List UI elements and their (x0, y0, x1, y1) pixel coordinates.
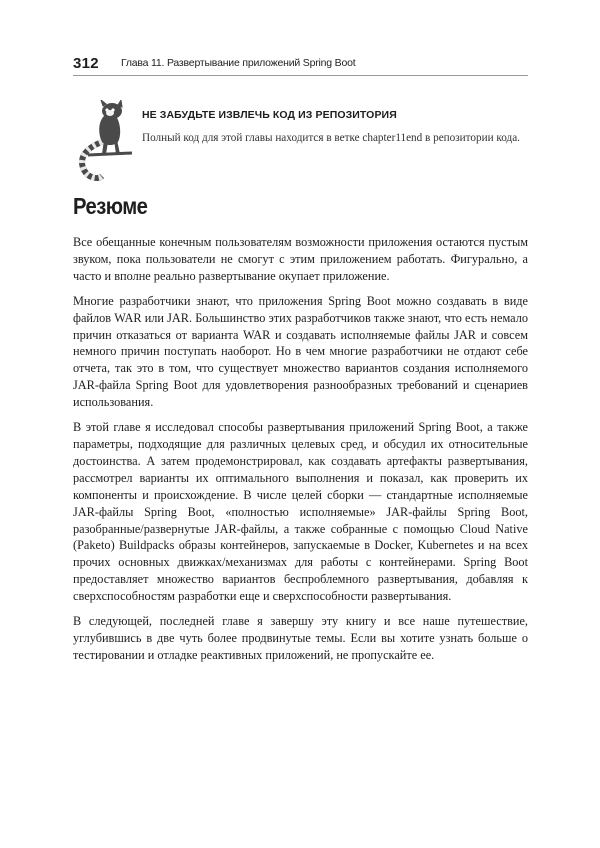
paragraph: Все обещанные конечным пользователям возможности приложения остаются пустым звуком, пока пользователи не смогут с этим приложением работать. Фигурально, а часто и вполне реально развертывание окупает приложение. (73, 235, 528, 283)
running-header (73, 52, 533, 74)
section-heading: Резюме (73, 193, 148, 219)
section-body (73, 234, 528, 672)
paragraph: Многие разработчики знают, что приложения Spring Boot можно создавать в виде файлов WAR или JAR. Большинство этих разработчиков также знают, что есть немало причин отказаться от варианта WAR и создавать исполняемые файлы JAR и совсем немного причин поступать наоборот. Но в чем многие разработчики не отдают себе отчета, так это в том, что существует множество вариантов создания исполняемого JAR-файла Spring Boot для удовлетворения разнообразных требований и сценариев использования. (73, 293, 528, 410)
header-divider (73, 75, 528, 76)
paragraph: В следующей, последней главе я завершу эту книгу и все наше путешествие, углубившись в две чуть более продвинутые темы. Если вы хотите узнать больше о тестировании и отладке реактивных приложений, не пропускайте ее. (73, 614, 528, 662)
chapter-title: Глава 11. Развертывание приложений Spring Boot (120, 57, 356, 69)
paragraph: В этой главе я исследовал способы развертывания приложений Spring Boot, а также параметры, подходящие для различных целевых сред, и обсудил их относительные достоинства. А затем продемонстрировал, как создавать артефакты развертывания, рассмотрел варианты их оптимального выполнения и показал, как проверить их компоненты и происхождение. В числе целей сборки — стандартные исполняемые JAR-файлы Spring Boot, «полностью исполняемые» JAR-файлы Spring Boot, разобранные/развернутые JAR-файлы, а также собранные с помощью Cloud Native (Paketo) Buildpacks образы контейнеров, запускаемые в Docker, Kubernetes и на всех прочих основных движках/механизмах для работы с контейнерами. Spring Boot предоставляет множество вариантов беспроблемного развертывания, добавляя к сверхспособностям разработки еще и сверхспособности развертывания. (73, 420, 528, 604)
page-number: 312 (73, 54, 99, 72)
note-title: НЕ ЗАБУДЬТЕ ИЗВЛЕЧЬ КОД ИЗ РЕПОЗИТОРИЯ (142, 109, 397, 121)
lemur-icon (72, 100, 134, 186)
note-text: Полный код для этой главы находится в ветке chapter11end в репозитории кода. (142, 132, 520, 144)
